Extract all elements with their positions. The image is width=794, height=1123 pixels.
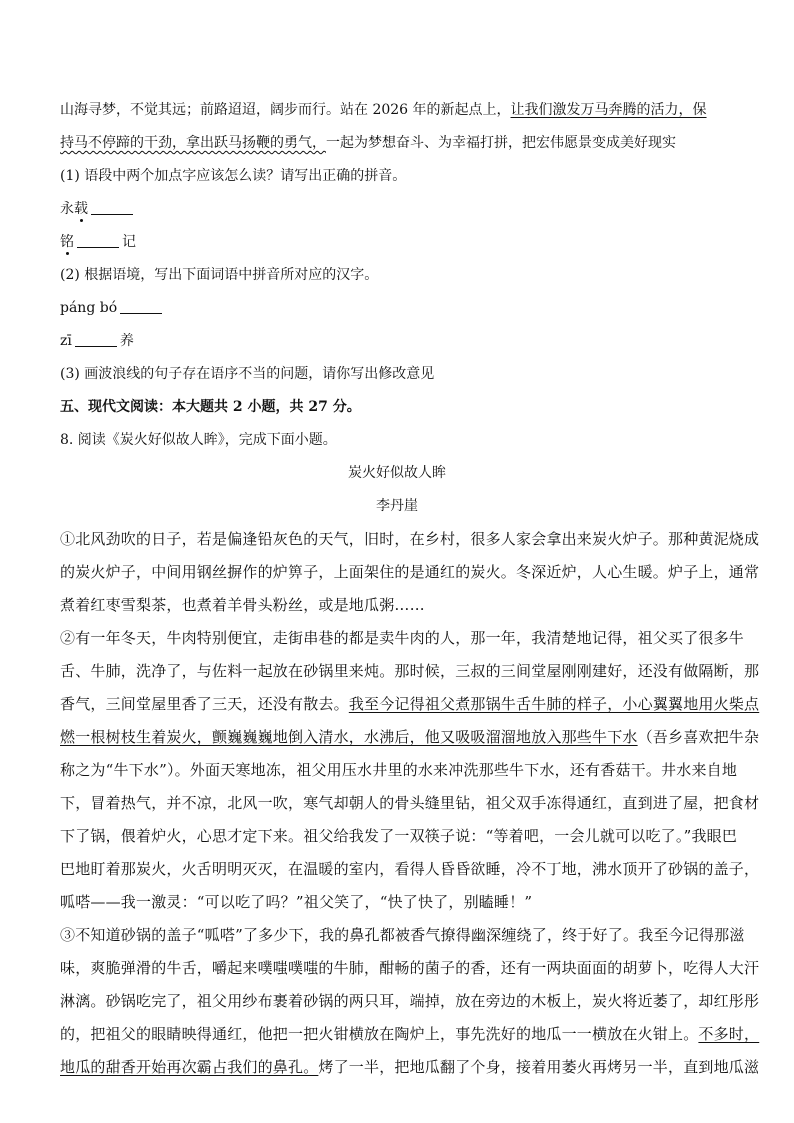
underlined-sentence: 燃一根树枝生着炭火，颤巍巍巍地倒入清水，水沸后，他又吸吸溜溜地放入那些牛下水 xyxy=(60,728,638,746)
article-line xyxy=(60,1024,759,1044)
dotted-char: 铭 xyxy=(60,234,74,250)
article-line xyxy=(60,727,759,747)
article-line: 味，爽脆弹滑的牛舌，嚼起来噗嗤噗嗤的牛肺，酣畅的菌子的香，还有一两块面面的胡萝卜，吃得人大汗 xyxy=(60,959,760,977)
q2-item-2 xyxy=(60,331,134,351)
context-text: 山海寻梦，不觉其远；前路迢迢，阔步而行。站在 2026 年的新起点上， xyxy=(60,102,511,118)
article-text: 的，把祖父的眼睛映得通红，他把一把火钳横放在陶炉上，事先洗好的地瓜一一横放在火钳上。 xyxy=(60,1025,699,1043)
answer-blank[interactable] xyxy=(77,233,119,248)
answer-blank[interactable] xyxy=(120,299,162,314)
q2-item-2-char: 养 xyxy=(119,333,134,349)
article-title: 炭火好似故人眸 xyxy=(348,465,446,481)
q1-item-2-char: 记 xyxy=(122,234,136,250)
article-text: （吾乡喜欢把牛杂 xyxy=(637,728,760,746)
question-8: 8. 阅读《炭火好似故人眸》，完成下面小题。 xyxy=(60,432,337,448)
question-2: (2) 根据语境，写出下面词语中拼音所对应的汉字。 xyxy=(60,267,379,283)
article-line: ③不知道砂锅的盖子“呱嗒”了多少下，我的鼻孔都被香气撩得幽深缠绕了，终于好了。我至今记得那滋 xyxy=(60,926,745,944)
article-line: 巴地盯着那炭火，火舌明明灭灭，在温暖的室内，看得人昏昏欲睡，冷不丁地，沸水顶开了砂锅的盖子， xyxy=(60,860,760,878)
underlined-text: 保 xyxy=(692,102,707,118)
underlined-sentence: 不多时， xyxy=(698,1025,760,1043)
article-line: 称之为“牛下水”）。外面天寒地冻，祖父用压水井里的水来冲洗那些牛下水，还有香菇干。井水来自地 xyxy=(60,761,738,779)
answer-blank[interactable] xyxy=(75,332,117,347)
question-1: (1) 语段中两个加点字应该怎么读？请写出正确的拼音。 xyxy=(60,168,407,184)
article-line: 淋漓。砂锅吃完了，祖父用纱布裹着砂锅的两只耳，端掉，放在旁边的木板上，炭火将近萎了，却红彤彤 xyxy=(60,992,760,1010)
article-line: ②有一年冬天，牛肉特别便宜，走街串巷的都是卖牛肉的人，那一年，我清楚地记得，祖父买了很多牛 xyxy=(60,629,745,647)
article-line: ①北风劲吹的日子，若是偏逢铅灰色的天气，旧时，在乡村，很多人家会拿出来炭火炉子。那种黄泥烧成 xyxy=(60,530,760,548)
context-line-1 xyxy=(60,100,707,120)
article-line: 呱嗒——我一激灵：“可以吃了吗？”祖父笑了，“快了快了，别瞌睡！” xyxy=(60,893,533,911)
article-text: 香气，三间堂屋里香了三天，还没有散去。 xyxy=(60,695,349,713)
article-text: 烤了一半，把地瓜翻了个身，接着用萎火再烤另一半，直到地瓜滋 xyxy=(318,1058,760,1076)
underlined-text: 让我们激发万马奔腾的活力， xyxy=(510,102,693,118)
article-author: 李丹崖 xyxy=(376,498,418,514)
pinyin-text: páng bó xyxy=(60,300,118,316)
article-line: 煮着红枣雪梨茶，也煮着羊骨头粉丝，或是地瓜粥…… xyxy=(60,596,425,614)
q1-item-1 xyxy=(60,199,136,219)
dotted-char: 载 xyxy=(74,201,88,217)
article-line xyxy=(60,694,759,714)
context-line-2 xyxy=(60,133,676,153)
underlined-sentence: 我至今记得祖父煮那锅牛舌牛肺的样子，小心翼翼地用火柴点 xyxy=(348,695,760,713)
underlined-sentence: 地瓜的甜香开始再次霸占我们的鼻孔。 xyxy=(60,1058,319,1076)
article-line: 下，冒着热气，并不凉，北风一吹，寒气却朝人的骨头缝里钻，祖父双手冻得通红，直到进了屋，把食材 xyxy=(60,794,760,812)
article-line: 的炭火炉子，中间用钢丝摒作的炉箅子，上面架住的是通红的炭火。冬深近炉，人心生暖。炉子上，通常 xyxy=(60,563,760,581)
context-text: 一起为梦想奋斗、为幸福打拼，把宏伟愿景变成美好现实 xyxy=(326,135,676,151)
article-line: 舌、牛肺，洗净了，与佐料一起放在砂锅里来炖。那时候，三叔的三间堂屋刚刚建好，还没有做隔断，那 xyxy=(60,662,760,680)
wavy-underlined-sentence: 持马不停蹄的干劲，拿出跃马扬鞭的勇气， xyxy=(60,135,326,151)
pinyin-text: zī xyxy=(60,333,72,349)
q1-item-2 xyxy=(60,232,136,252)
article-line: 下了锅，偎着炉火，心思才定下来。祖父给我发了一双筷子说：“等着吧，一会儿就可以吃了。”我眼巴 xyxy=(60,827,738,845)
article-line xyxy=(60,1057,759,1077)
question-3: (3) 画波浪线的句子存在语序不当的问题，请你写出修改意见 xyxy=(60,366,435,382)
q1-item-1-char: 永 xyxy=(60,201,74,217)
section-5-heading: 五、现代文阅读：本大题共 2 小题，共 27 分。 xyxy=(60,399,361,415)
q2-item-1 xyxy=(60,298,165,318)
answer-blank[interactable] xyxy=(91,200,133,215)
